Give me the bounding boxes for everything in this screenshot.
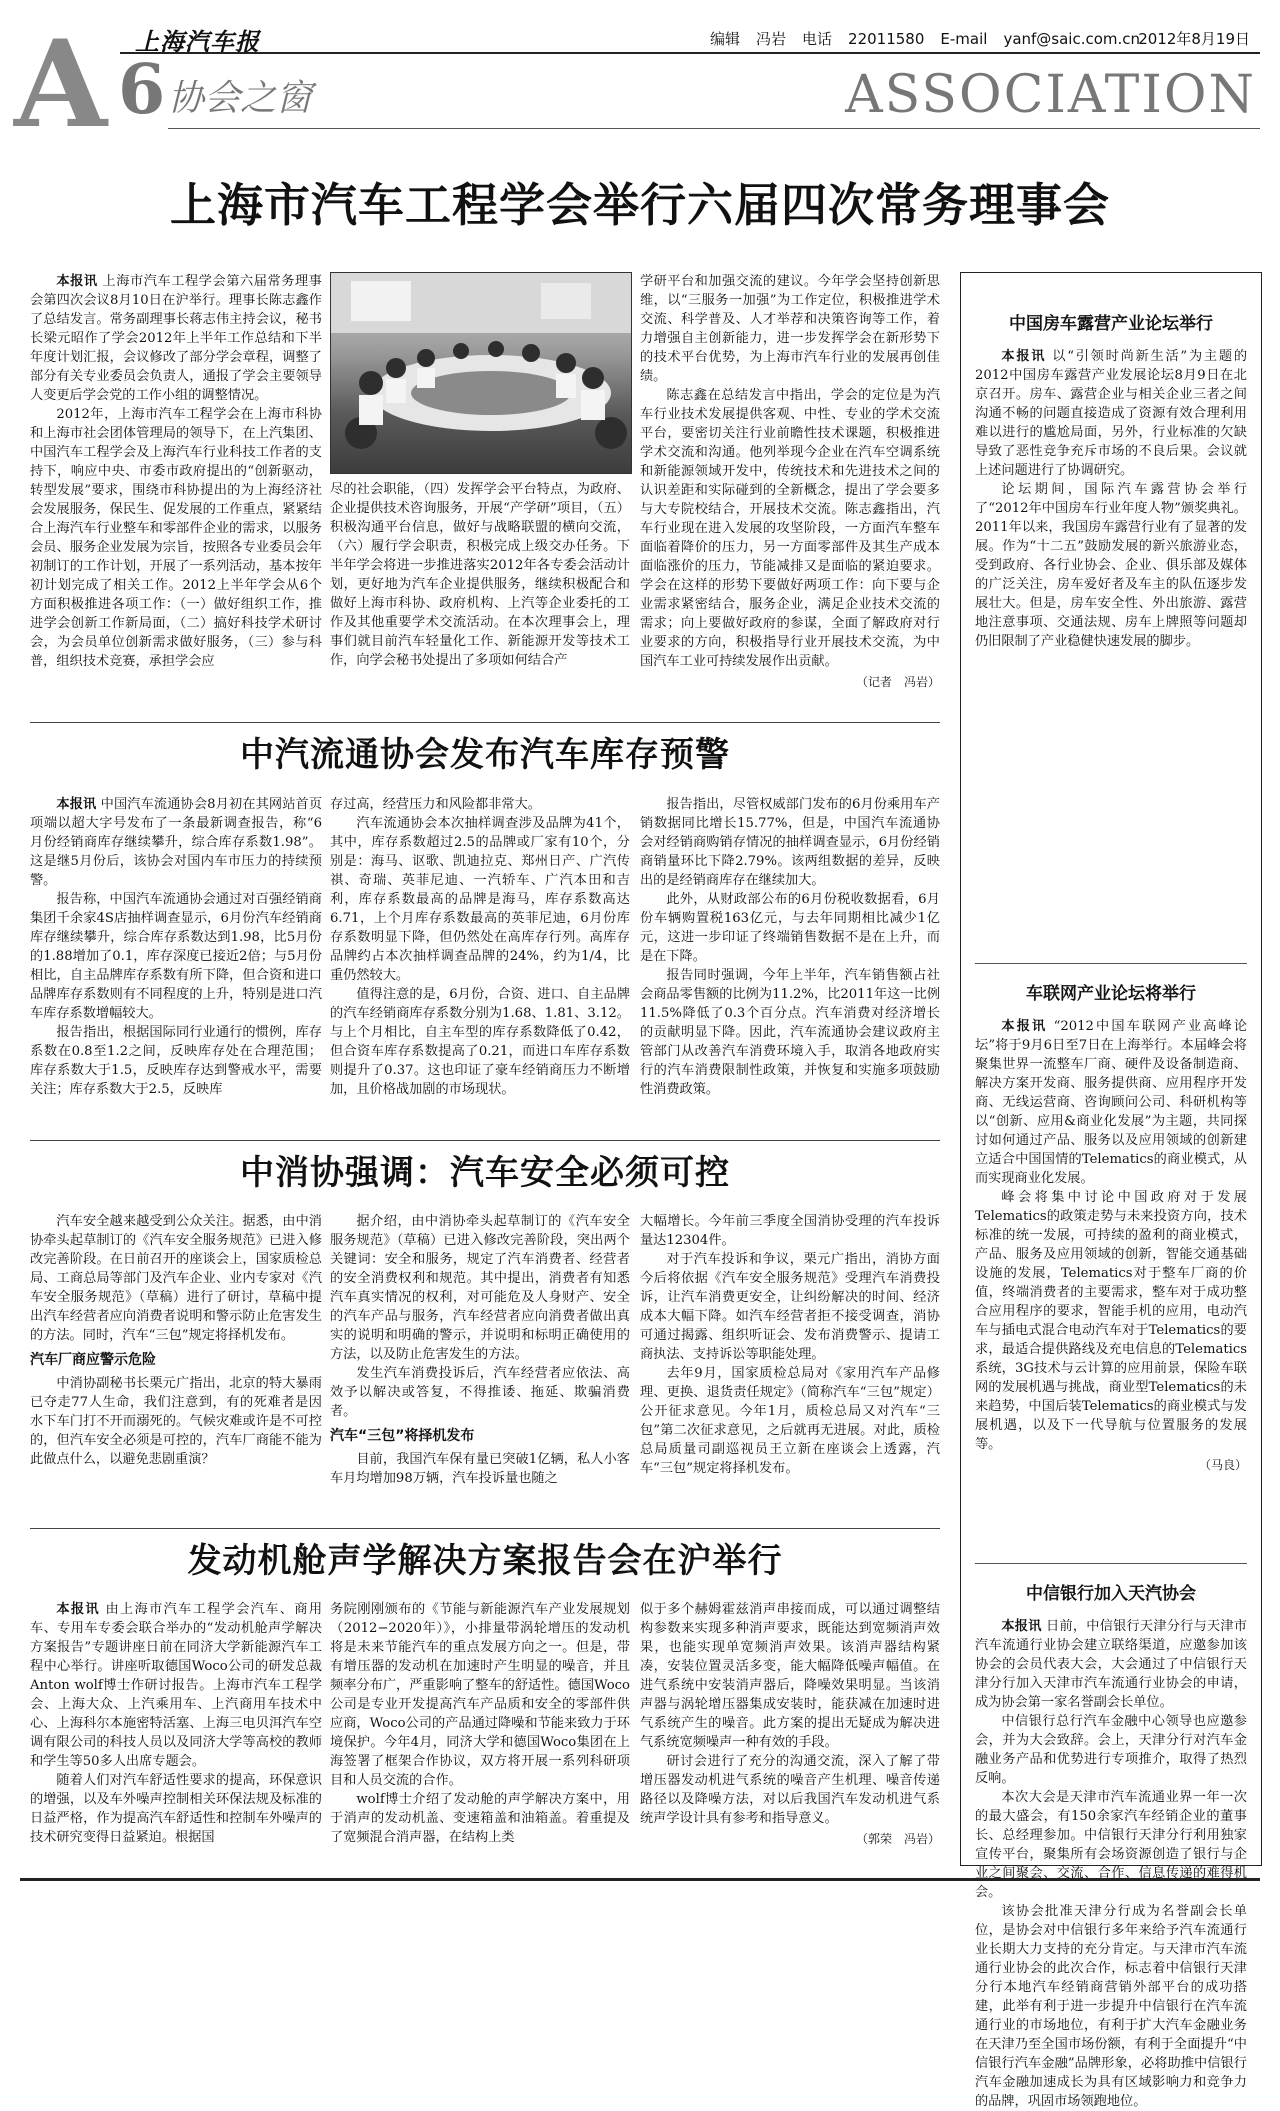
article3-subhead-2: 汽车“三包”将择机发布 xyxy=(330,1428,475,1444)
article1-text-1: 上海市汽车工程学会第六届常务理事会第四次会议8月10日在沪举行。理事长陈志鑫作了总结发言。常务副理事长蒋志伟主持会议，秘书长梁元昭作了学会2012年上半年工作总结和下半年度计划汇报，会议修改了部分学会章程，调整了部分有关专业委员会负责人，通报了学会主要领导人变更后学会党的工作小组的调整情况。 xyxy=(30,274,322,403)
sidebar-byline-2: （马良） xyxy=(1198,1458,1247,1472)
article4-text-4: wolf博士介绍了发动舱的声学解决方案中，用于消声的发动机盖、变速箱盖和油箱盖。着重提及了宽频混合消声器，在结构上类 xyxy=(330,1792,630,1845)
article4-text-6: 研讨会进行了充分的沟通交流，深入了解了带增压器发动机进气系统的噪音产生机理、噪音传递路径以及降噪方法，对以后我国汽车发动机进气系统声学设计具有参考和指导意义。 xyxy=(640,1754,940,1826)
article1-col3 xyxy=(640,272,940,712)
article4-headline: 发动机舱声学解决方案报告会在沪举行 xyxy=(187,1541,783,1581)
sidebar-text-1b: 论坛期间，国际汽车露营协会举行了“2012年中国房车行业年度人物”颁奖典礼。2011年以来，我国房车露营行业有了显著的发展。作为“十二五”鼓励发展的新兴旅游业态，受到政府、各行业协会、企业、俱乐部及媒体的广泛关注，房车爱好者及车主的队伍逐步发展壮大。但是，房车安全性、外出旅游、露营地注意事项、交通法规、房车上牌照等问题却仍旧限制了产业稳健快速发展的脚步。 xyxy=(975,482,1247,649)
sidebar-title-2: 车联网产业论坛将举行 xyxy=(1026,984,1196,1004)
editor-name: 冯岩 xyxy=(756,30,787,48)
article4-text-1: 由上海市汽车工程学会汽车、商用车、专用车专委会联合举办的“发动机舱声学解决方案报告”专题讲座日前在同济大学新能源汽车工程中心举行。讲座听取德国Woco公司的研发总裁Anton wolf博士作研讨报告。上海市汽车工程学会、上海大众、上汽乘用车、上汽商用车技术中心、上海科尔本施密特活塞、上海三电贝洱汽车空调有限公司的科技人员以及同济大学等高校的教师和学生等50多人出席专题会。 xyxy=(30,1602,323,1769)
article2-col3 xyxy=(640,795,940,1135)
phone-label: 电话 xyxy=(802,30,833,48)
sidebar-divider xyxy=(975,963,1247,964)
email-address: yanf@saic.com.cn xyxy=(1003,30,1141,48)
divider xyxy=(30,1140,940,1141)
sidebar-text-2a: “2012中国车联网产业高峰论坛”将于9月6日至7日在上海举行。本届峰会将聚集世界一流整车厂商、硬件及设备制造商、解决方案开发商、服务提供商、应用程序开发商、无线运营商、咨询顾问公司、科研机构等以“创新、应用&商业化发展”为主题，共同探讨如何通过产品、服务以及应用领域的创新建立适合中国国情的Telematics的商业模式，从而实现商业化发展。 xyxy=(975,1019,1247,1186)
sidebar-story-3 xyxy=(975,1617,1247,2109)
sidebar-text-1a: 以“引领时尚新生活”为主题的2012中国房车露营产业发展论坛8月9日在北京召开。房车、露营企业与相关企业三者之间沟通不畅的问题直接造成了资源有效合理利用难以进行的尴尬局面，另外，行业标准的欠缺导致了恶性竞争充斥市场的不良后果。会议就上述问题进行了协调研究。 xyxy=(975,349,1248,478)
article2-col2 xyxy=(330,795,630,1135)
article4-byline: （郭荣 冯岩） xyxy=(855,1832,940,1846)
article4-text-3: 务院刚刚颁布的《节能与新能源汽车产业发展规划（2012−2020年）》，小排量带涡轮增压的发动机将是未来节能汽车的重点发展方向之一。但是，带有增压器的发动机在加速时产生明显的噪音，并且频率分布广，严重影响了整车的舒适性。德国Woco公司是专业开发提高汽车产品质和安全的零部件供应商，Woco公司的产品通过降噪和节能来致力于环境保护。今年4月，同济大学和德国Woco集团在上海签署了框架合作协议，双方将开展一系列科研项目和人员交流的合作。 xyxy=(330,1602,630,1788)
article2-col1 xyxy=(30,795,322,1135)
article2-text-1: 中国汽车流通协会8月初在其网站首页项端以超大字号发布了一条最新调查报告，称“6月份经销商库存继续攀升，综合库存系数1.98”。这是继5月份后，该协会对国内车市压力的持续预警。 xyxy=(30,797,323,888)
article1-text-2: 2012年，上海市汽车工程学会在上海市科协和上海市社会团体管理局的领导下，在上汽集团、中国汽车工程学会及上海汽车行业科技工作者的支持下，响应中央、市委市政府提出的“创新驱动，转型发展”要求，围绕市科协提出的为上海经济社会发展服务，保民生、促发展的工作重点，紧紧结合上海汽车行业整车和零部件企业的需求，以服务会员、服务企业发展为宗旨，按照各专业委员会年初制订的工作计划，开展了一系列活动，基本按年初计划完成了相关工作。2012上半年学会从6个方面积极推进各项工作：（一）做好组织工作，推进学会创新工作新局面，（二）搞好科技学术研讨会，为会员单位创新需求做好服务，（三）参与科普，组织技术竞赛，承担学会应 xyxy=(30,407,322,669)
article3-col3 xyxy=(640,1212,940,1522)
sidebar-title-3: 中信银行加入天汽协会 xyxy=(1026,1584,1196,1604)
article2-text-9: 报告同时强调，今年上半年，汽车销售额占社会商品零售额的比例为11.2%，比2011年这一比例11.5%降低了0.3个百分点。汽车消费对经济增长的贡献明显下降。因此，汽车流通协会建议政府主管部门从改善汽车消费环境入手，取消各地政府实行的汽车消费限制性政策，并恢复和实施多项鼓励性消费政策。 xyxy=(640,968,940,1097)
issue-date: 2012年8月19日 xyxy=(1138,30,1250,48)
article3-col2 xyxy=(330,1212,630,1522)
divider xyxy=(30,722,940,723)
article4-text-2: 随着人们对汽车舒适性要求的提高，环保意识的增强，以及车外噪声控制相关环保法规及标准的日益严格，作为提高汽车舒适性和控制车外噪声的技术研究变得日益紧迫。根据国 xyxy=(30,1773,322,1845)
article1-col1 xyxy=(30,272,322,712)
article4-col2 xyxy=(330,1600,630,1870)
article2-text-2: 报告称，中国汽车流通协会通过对百强经销商集团千余家4S店抽样调查显示，6月份汽车经销商库存继续攀升，综合库存系数达到1.98，比5月份的1.88增加了0.1，库存深度已接近2倍；与5月份相比，自主品牌库存系数有所下降，但合资和进口品牌库存系数则有不同程度的上升，特别是进口汽车库存系数增幅较大。 xyxy=(30,892,322,1021)
section-title-en: ASSOCIATION xyxy=(845,65,1256,125)
sidebar-text-3d: 该协会批准天津分行成为名誉副会长单位，是协会对中信银行多年来给予汽车流通行业长期大力支持的充分肯定。与天津市汽车流通行业协会的此次合作，标志着中信银行天津分行本地汽车经销商营销外部平台的成功搭建，此举有利于进一步提升中信银行在汽车流通行业的市场地位，有利于扩大汽车金融业务在天津乃至全国市场份额，有利于全面提升“中信银行汽车金融”品牌形象，必将助推中信银行汽车金融加速成长为具有区域影响力和竞争力的品牌，巩固市场领跑地位。 xyxy=(975,1904,1247,2109)
article1-col2 xyxy=(330,480,630,712)
section-rule xyxy=(168,128,1260,129)
divider xyxy=(30,1528,940,1529)
newspaper-logo: 上海汽车报 xyxy=(135,27,260,56)
article3-text-1: 汽车安全越来越受到公众关注。据悉，由中消协牵头起草制订的《汽车安全服务规范》已进入修改完善阶段。在日前召开的座谈会上，国家质检总局、工商总局等部门及汽车企业、业内专家对《汽车安全服务规范》（草稿）进行了研讨，草稿中提出汽车经营者应向消费者说明和警示防止危害发生的方法。同时，汽车“三包”规定将择机发布。 xyxy=(30,1214,322,1343)
email-label: E-mail xyxy=(940,30,988,48)
news-sidebar xyxy=(960,272,1262,2109)
editor-info xyxy=(710,28,1156,49)
sidebar-story-1 xyxy=(975,347,1247,957)
article4-col1 xyxy=(30,1600,322,1870)
article3-headline: 中消协强调：汽车安全必须可控 xyxy=(240,1153,730,1193)
sidebar-text-2b: 峰会将集中讨论中国政府对于发展Telematics的政策走势与未来投资方向，技术标准的统一发展，可持续的盈利的商业模式，产品、服务及应用领域的创新，智能交通基础设施的发展，Telematics对于整车厂商的价值，终端消费者的主要需求，整车对于成功整合应用程序的要求，智能手机的应用，电动汽车与插电式混合电动汽车对于Telematics的要求，最适合提供路线及充电信息的Telematics系统，3G技术与云计算的应用前景，保险车联网的发展机遇与挑战，商业型Telematics的未来趋势，中国后装Telematics的商业模式与发展机遇，以及下一代导航与位置服务的发展等。 xyxy=(975,1190,1247,1452)
sidebar-title-1: 中国房车露营产业论坛举行 xyxy=(1009,314,1213,334)
page-letter: A xyxy=(14,14,108,155)
article1-text-5: 陈志鑫在总结发言中指出，学会的定位是为汽车行业技术发展提供客观、中性、专业的学术交流平台，要密切关注行业前瞻性技术课题，积极推进学术交流和沟通。他列举现今企业在汽车空调系统和新能源领域开发中，传统技术和先进技术之间的认识差距和实际碰到的全新概念，提出了学会要多与大专院校结合，开展技术交流。陈志鑫指出，汽车行业现在进入发展的攻坚阶段，一方面汽车整车面临着降价的压力，另一方面零部件及其生产成本面临涨价的压力，节能减排又是面临的紧迫要求。学会在这样的形势下要做好两项工作：向下要与企业需求紧密结合，服务企业，满足企业技术交流的需求；向上要做好政府的参谋，全面了解政府对行业要求的方向，积极指导行业开展技术交流，为中国汽车工业可持续发展作出贡献。 xyxy=(640,388,940,669)
sidebar-lead-1: 本报讯 xyxy=(1001,349,1047,364)
article2-text-4: 存过高，经营压力和风险都非常大。 xyxy=(330,797,541,812)
sidebar-text-3a: 日前，中信银行天津分行与天津市汽车流通行业协会建立联络渠道，应邀参加该协会的会员代表大会，大会通过了中信银行天津分行加入天津市汽车流通行业协会的申请，成为协会第一家名誉副会长单位。 xyxy=(975,1619,1247,1710)
article2-text-6: 值得注意的是，6月份，合资、进口、自主品牌的汽车经销商库存系数分别为1.68、1.81、3.12。与上个月相比，自主车型的库存系数降低了0.42，但合资车库存系数提高了0.21，而进口车库存系数则提升了0.37。这也印证了豪车经销商压力不断增加，且价格战加剧的市场现状。 xyxy=(330,987,630,1097)
sidebar-lead-3: 本报讯 xyxy=(1001,1619,1042,1634)
sidebar-text-3c: 本次大会是天津市汽车流通业界一年一次的最大盛会，有150余家汽车经销企业的董事长、总经理参加。中信银行天津分行利用独家宣传平台，聚集所有会场资源创造了银行与企业之间聚会、交流、合作、信息传递的难得机会。 xyxy=(975,1790,1247,1900)
sidebar-story-2 xyxy=(975,1017,1247,1557)
article1-lead: 本报讯 xyxy=(56,274,98,289)
article4-lead: 本报讯 xyxy=(56,1602,100,1617)
page-number: 6 xyxy=(118,50,166,130)
article2-lead: 本报讯 xyxy=(56,797,97,812)
article3-col1 xyxy=(30,1212,322,1522)
article1-text-3: 尽的社会职能，（四）发挥学会平台特点，为政府、企业提供技术咨询服务，开展“产学研”项目，（五）积极沟通平台信息，做好与战略联盟的横向交流，（六）履行学会职责，积极完成上级交办任务。下半年学会将进一步推进落实2012年各专委会活动计划，更好地为汽车企业提供服务，继续积极配合和做好上海市科协、政府机构、上汽等企业委托的工作及其他重要学术交流活动。在本次理事会上，理事们就目前汽车轻量化工作、新能源开发等技术工作，向学会秘书处提出了多项如何结合产 xyxy=(330,482,630,668)
article3-text-4: 发生汽车消费投诉后，汽车经营者应依法、高效予以解决或答复，不得推诿、拖延、欺骗消费者。 xyxy=(330,1366,630,1419)
article2-text-3: 报告指出，根据国际同行业通行的惯例，库存系数在0.8至1.2之间，反映库存处在合理范围；库存系数大于1.5，反映库存达到警戒水平，需要关注；库存系数大于2.5，反映库 xyxy=(30,1025,322,1097)
article2-headline: 中汽流通协会发布汽车库存预警 xyxy=(240,735,730,775)
sidebar-text-3b: 中信银行总行汽车金融中心领导也应邀参会，并为大会致辞。会上，天津分行对汽车金融业务产品和优势进行专项推介，取得了热烈反响。 xyxy=(975,1714,1247,1786)
editor-label: 编辑 xyxy=(710,30,741,48)
article2-text-7: 报告指出，尽管权威部门发布的6月份乘用车产销数据同比增长15.77%，但是，中国汽车流通协会对经销商购销存情况的抽样调查显示，6月份经销商销量环比下降2.79%。该两组数据的差异，反映出的是经销商库存在继续加大。 xyxy=(640,797,940,888)
article2-text-8: 此外，从财政部公布的6月份税收数据看，6月份车辆购置税163亿元，与去年同期相比减少1亿元，这进一步印证了终端销售数据不是在上升，而是在下降。 xyxy=(640,892,940,964)
article1-byline: （记者 冯岩） xyxy=(855,675,940,689)
article3-subhead-1: 汽车厂商应警示危险 xyxy=(30,1352,156,1368)
phone-number: 22011580 xyxy=(848,30,925,48)
article3-text-5: 目前，我国汽车保有量已突破1亿辆，私人小客车月均增加98万辆，汽车投诉量也随之 xyxy=(330,1452,630,1486)
page-bottom-rule xyxy=(20,1878,1260,1881)
masthead xyxy=(0,0,1280,155)
article4-text-5: 似于多个赫姆霍兹消声串接而成，可以通过调整结构参数来实现多种消声要求，既能达到宽频消声效果，也能实现单宽频消声效果。该消声器结构紧凑，安装位置灵活多变，能大幅降低噪声幅值。在进气系统中安装消声器后，降噪效果明显。当该消声器与涡轮增压器集成安装时，能获减在加速时进气系统产生的噪音。此方案的提出无疑成为解决进气系统宽频噪声一种有效的手段。 xyxy=(640,1602,940,1750)
sidebar-divider xyxy=(975,1563,1247,1564)
article3-text-2: 中消协副秘书长栗元广指出，北京的特大暴雨已夺走77人生命，我们注意到，有的死难者是因水下车门打不开而溺死的。气候灾难或许是不可控的，但汽车安全必须是可控的，汽车厂商能不能为此做点什么，以避免悲剧重演？ xyxy=(30,1376,322,1467)
meeting-photo xyxy=(330,272,632,474)
article1-headline: 上海市汽车工程学会举行六届四次常务理事会 xyxy=(170,178,1110,232)
article1-text-4: 学研平台和加强交流的建议。今年学会坚持创新思维，以“三服务一加强”为工作定位，积极推进学术交流、科学普及、人才举荐和决策咨询等工作，着力增强自主创新能力，进一步发挥学会在新形势下的技术平台优势，为上海市汽车行业的发展再创佳绩。 xyxy=(640,274,940,384)
article3-text-6: 大幅增长。今年前三季度全国消协受理的汽车投诉量达12304件。 xyxy=(640,1214,940,1248)
article2-text-5: 汽车流通协会本次抽样调查涉及品牌为41个，其中，库存系数超过2.5的品牌或厂家有10个，分别是：海马、讴歌、凯迪拉克、郑州日产、广汽传祺、奇瑞、英菲尼迪、一汽轿车、广汽本田和吉利，库存系数最高的品牌是海马，库存系数高达6.71，上个月库存系数最高的英菲尼迪，6月份库存系数明显下降，但仍然处在高库存行列。高库存品牌约占本次抽样调查品牌的24%，约为1/4，比重仍然较大。 xyxy=(330,816,630,983)
article4-col3 xyxy=(640,1600,940,1870)
article3-text-8: 去年9月，国家质检总局对《家用汽车产品修理、更换、退货责任规定》（简称汽车“三包”规定）公开征求意见。今年1月，质检总局又对汽车“三包”第二次征求意见，之后就再无进展。对此，质检总局质量司副巡视员王立新在座谈会上透露，汽车“三包”规定将择机发布。 xyxy=(640,1366,940,1476)
masthead-rule xyxy=(120,52,1260,54)
article3-text-7: 对于汽车投诉和争议，栗元广指出，消协方面今后将依据《汽车安全服务规范》受理汽车消费投诉，让汽车消费更安全，让纠纷解决的时间、经济成本大幅下降。如汽车经营者拒不接受调查，消协可通过揭露、组织听证会、发布消费警示、提请工商执法、支持诉讼等职能处理。 xyxy=(640,1252,940,1362)
article3-text-3: 据介绍，由中消协牵头起草制订的《汽车安全服务规范》（草稿）已进入修改完善阶段，突出两个关键词：安全和服务，规定了汽车消费者、经营者的安全消费权利和规范。其中提出，消费者有知悉汽车真实情况的权利，对可能危及人身财产、安全的汽车产品与服务，汽车经营者应向消费者做出真实的说明和明确的警示，并说明和标明正确使用的方法，以及防止危害发生的方法。 xyxy=(330,1214,630,1362)
sidebar-lead-2: 本报讯 xyxy=(1001,1019,1048,1034)
section-title: 协会之窗 xyxy=(168,78,313,119)
